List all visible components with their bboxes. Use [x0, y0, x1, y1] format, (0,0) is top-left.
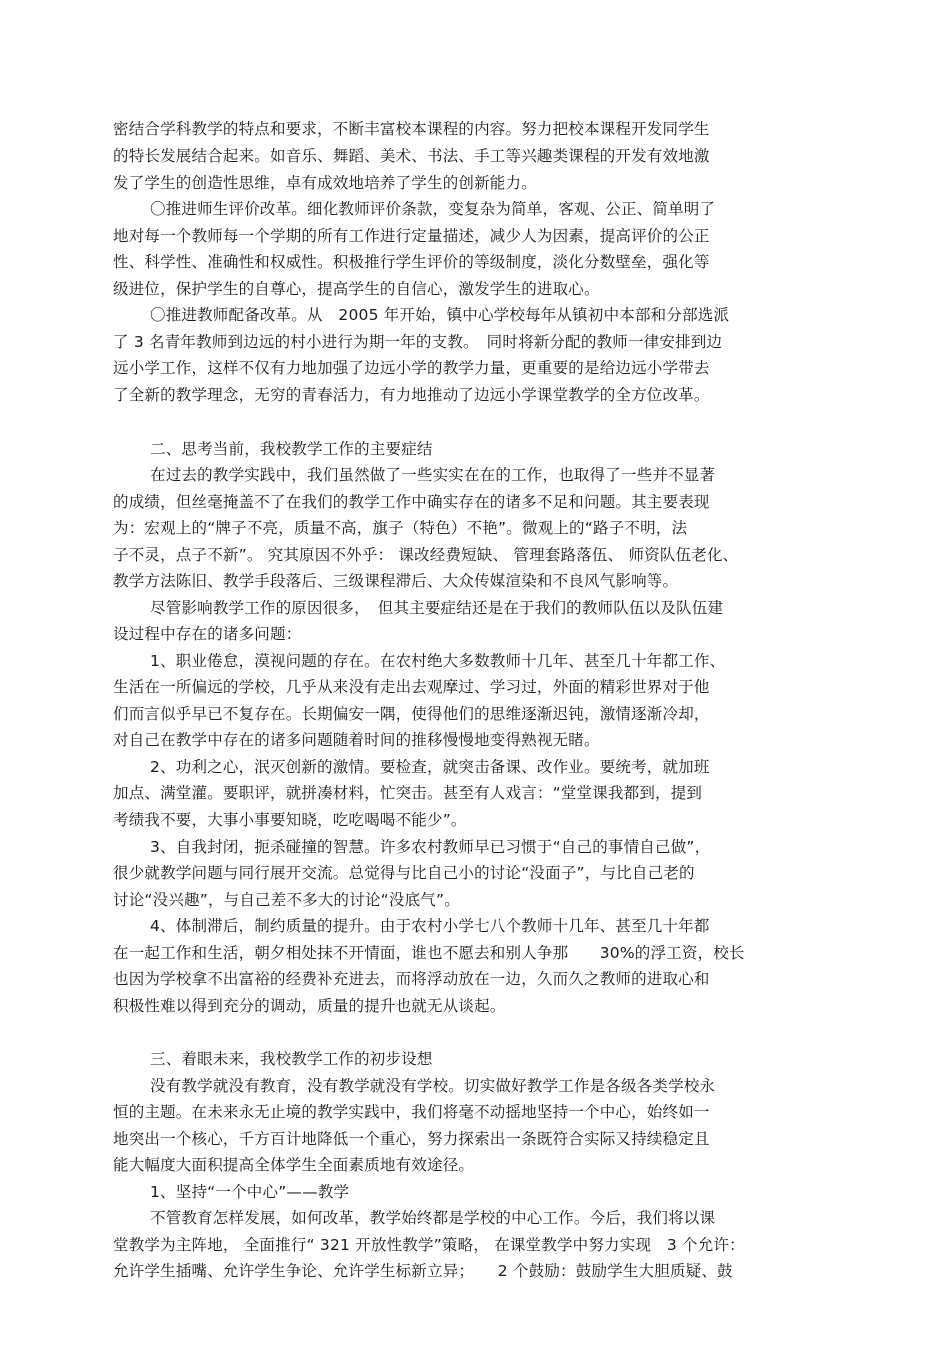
- text-line: 尽管影响教学工作的原因很多， 但其主要症结还是在于我们的教师队伍以及队伍建: [150, 599, 724, 617]
- text-line: 的成绩，但丝毫掩盖不了在我们的教学工作中确实存在的诸多不足和问题。其主要表现: [113, 493, 710, 511]
- text-line: 的特长发展结合起来。如音乐、舞蹈、美术、书法、手工等兴趣类课程的开发有效地激: [113, 147, 710, 165]
- section-heading: 三、着眼未来，我校教学工作的初步设想: [150, 1050, 433, 1068]
- text-line: 了 3 名青年教师到边远的村小进行为期一年的支教。 同时将新分配的教师一律安排到边: [113, 333, 723, 351]
- text-line: 堂教学为主阵地， 全面推行“ 321 开放性教学”策略， 在课堂教学中努力实现 3 个允许：: [113, 1236, 745, 1254]
- text-line: 性、科学性、准确性和权威性。积极推行学生评价的等级制度，淡化分数壁垒，强化等: [113, 253, 710, 271]
- text-line: 很少就教学问题与同行展开交流。总觉得与比自己小的讨论“没面子”，与比自己老的: [113, 864, 695, 882]
- text-line: 恒的主题。在未来永无止境的教学实践中，我们将毫不动摇地坚持一个中心，始终如一: [113, 1103, 710, 1121]
- text-line: 教学方法陈旧、教学手段落后、三级课程滞后、大众传媒渲染和不良风气影响等。: [113, 572, 679, 590]
- subsection-heading: 1、坚持“一个中心”——教学: [150, 1183, 350, 1201]
- text-line: 为：宏观上的“牌子不亮，质量不高，旗子（特色）不艳”。微观上的“路子不明，法: [113, 519, 688, 537]
- section-heading: 二、思考当前，我校教学工作的主要症结: [150, 440, 433, 458]
- text-line: 讨论“没兴趣”，与自己差不多大的讨论“没底气”。: [113, 891, 460, 909]
- text-line: 地突出一个核心，千方百计地降低一个重心，努力探索出一条既符合实际又持续稳定且: [113, 1130, 710, 1148]
- text-line: 考绩我不要，大事小事要知晓，吃吃喝喝不能少”。: [113, 811, 467, 829]
- text-line: 〇推进师生评价改革。细化教师评价条款，变复杂为简单，客观、公正、简单明了: [150, 200, 716, 218]
- text-line: 级进位，保护学生的自尊心，提高学生的自信心，激发学生的进取心。: [113, 280, 600, 298]
- text-line: 1、职业倦怠，漠视问题的存在。在农村绝大多数教师十几年、甚至几十年都工作、: [150, 652, 726, 670]
- text-line: 不管教育怎样发展，如何改革，教学始终都是学校的中心工作。今后，我们将以课: [150, 1209, 716, 1227]
- text-line: 加点、满堂灌。要职评，就拼凑材料，忙突击。甚至有人戏言：“堂堂课我都到，提到: [113, 784, 703, 802]
- text-line: 允许学生插嘴、允许学生争论、允许学生标新立异； 2 个鼓励：鼓励学生大胆质疑、鼓: [113, 1262, 733, 1280]
- text-line: 设过程中存在的诸多问题：: [113, 625, 302, 643]
- text-line: 密结合学科教学的特点和要求，不断丰富校本课程的内容。努力把校本课程开发同学生: [113, 120, 710, 138]
- text-line: 3、自我封闭，扼杀碰撞的智慧。许多农村教师早已习惯于“自己的事情自己做”，: [150, 838, 711, 856]
- text-line: 也因为学校拿不出富裕的经费补充进去，而将浮动放在一边，久而久之教师的进取心和: [113, 970, 710, 988]
- text-line: 在过去的教学实践中，我们虽然做了一些实实在在的工作，也取得了一些并不显著: [150, 466, 716, 484]
- text-line: 〇推进教师配备改革。从 2005 年开始，镇中心学校每年从镇初中本部和分部选派: [150, 306, 730, 324]
- text-line: 们而言似乎早已不复存在。长期偏安一隅，使得他们的思维逐渐迟钝，激情逐渐冷却，: [113, 705, 710, 723]
- text-line: 能大幅度大面积提高全体学生全面素质地有效途径。: [113, 1156, 475, 1174]
- text-line: 对自己在教学中存在的诸多问题随着时间的推移慢慢地变得熟视无睹。: [113, 731, 600, 749]
- text-line: 生活在一所偏远的学校，几乎从来没有走出去观摩过、学习过，外面的精彩世界对于他: [113, 678, 710, 696]
- text-line: 了全新的教学理念，无穷的青春活力，有力地推动了边远小学课堂教学的全方位改革。: [113, 386, 710, 404]
- text-line: 2、功利之心，泯灭创新的激情。要检查，就突击备课、改作业。要统考，就加班: [150, 758, 710, 776]
- text-line: 积极性难以得到充分的调动，质量的提升也就无从谈起。: [113, 997, 506, 1015]
- text-line: 地对每一个教师每一个学期的所有工作进行定量描述，减少人为因素，提高评价的公正: [113, 227, 710, 245]
- text-line: 4、体制滞后，制约质量的提升。由于农村小学七八个教师十几年、甚至几十年都: [150, 917, 710, 935]
- text-line: 没有教学就没有教育，没有教学就没有学校。切实做好教学工作是各级各类学校永: [150, 1077, 716, 1095]
- text-line: 发了学生的创造性思维，卓有成效地培养了学生的创新能力。: [113, 174, 537, 192]
- text-line: 子不灵，点子不新”。 究其原因不外乎： 课改经费短缺、 管理套路落伍、 师资队伍老化、: [113, 546, 739, 564]
- text-line: 远小学工作，这样不仅有力地加强了边远小学的教学力量，更重要的是给边远小学带去: [113, 359, 710, 377]
- text-line: 在一起工作和生活，朝夕相处抹不开情面，谁也不愿去和别人争那 30%的浮工资，校长: [113, 944, 745, 962]
